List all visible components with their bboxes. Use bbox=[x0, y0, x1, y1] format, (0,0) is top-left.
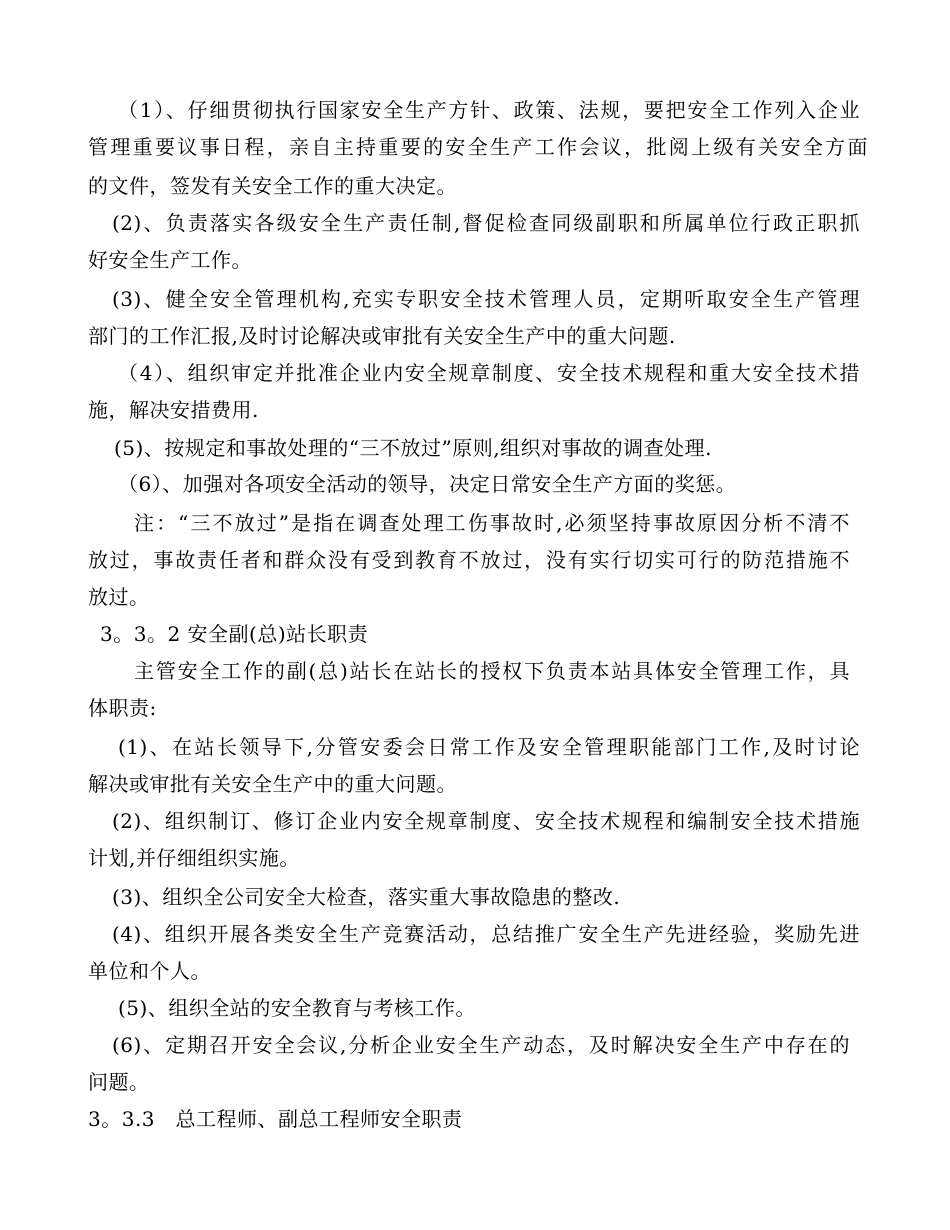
text-line: 解决或审批有关安全生产中的重大问题。 bbox=[88, 772, 457, 796]
text-line: 放过，事故责任者和群众没有受到教育不放过，没有实行切实可行的防范措施不 bbox=[88, 548, 850, 572]
text-line: (2)、负责落实各级安全生产责任制,督促检查同级副职和所属单位行政正职抓 bbox=[112, 211, 860, 235]
text-line: (6)、定期召开安全会议,分析企业安全生产动态，及时解决安全生产中存在的 bbox=[112, 1033, 850, 1057]
text-line: (5)、组织全站的安全教育与考核工作。 bbox=[118, 996, 476, 1020]
text-line: 的文件，签发有关安全工作的重大决定。 bbox=[88, 174, 457, 198]
text-line: 主管安全工作的副(总)站长在站长的授权下负责本站具体安全管理工作，具 bbox=[134, 659, 850, 683]
section-heading: 3。3.3 总工程师、副总工程师安全职责 bbox=[88, 1107, 463, 1131]
text-line: 施，解决安措费用. bbox=[88, 398, 259, 422]
text-line: （6）、加强对各项安全活动的领导，决定日常安全生产方面的奖惩。 bbox=[118, 472, 737, 496]
text-line: (5)、按规定和事故处理的“三不放过”原则,组织对事故的调查处理. bbox=[114, 436, 712, 460]
text-line: (2)、组织制订、修订企业内安全规章制度、安全技术规程和编制安全技术措施 bbox=[112, 809, 860, 833]
text-line: 管理重要议事日程，亲自主持重要的安全生产工作会议，批阅上级有关安全方面 bbox=[88, 135, 868, 159]
text-line: 注：“三不放过”是指在调查处理工伤事故时,必须坚持事故原因分析不清不 bbox=[134, 511, 850, 535]
text-line: 好安全生产工作。 bbox=[88, 248, 252, 272]
section-heading: 3。3。2 安全副(总)站长职责 bbox=[100, 622, 369, 646]
text-line: （4）、组织审定并批准企业内安全规章制度、安全技术规程和重大安全技术措 bbox=[118, 361, 860, 385]
text-line: (1)、在站长领导下,分管安委会日常工作及安全管理职能部门工作,及时讨论 bbox=[118, 735, 860, 759]
text-line: （1）、仔细贯彻执行国家安全生产方针、政策、法规，要把安全工作列入企业 bbox=[118, 98, 860, 122]
text-line: (3)、组织全公司安全大检查，落实重大事故隐患的整改. bbox=[112, 885, 621, 909]
text-line: (3)、健全安全管理机构,充实专职安全技术管理人员，定期听取安全生产管理 bbox=[112, 287, 860, 311]
text-line: 体职责: bbox=[88, 696, 157, 720]
text-line: (4)、组织开展各类安全生产竞赛活动，总结推广安全生产先进经验，奖励先进 bbox=[112, 922, 860, 946]
text-line: 部门的工作汇报,及时讨论解决或审批有关安全生产中的重大问题. bbox=[88, 324, 676, 348]
text-line: 单位和个人。 bbox=[88, 959, 211, 983]
text-line: 计划,并仔细组织实施。 bbox=[88, 846, 300, 870]
text-line: 放过。 bbox=[88, 585, 150, 609]
text-line: 问题。 bbox=[88, 1070, 150, 1094]
